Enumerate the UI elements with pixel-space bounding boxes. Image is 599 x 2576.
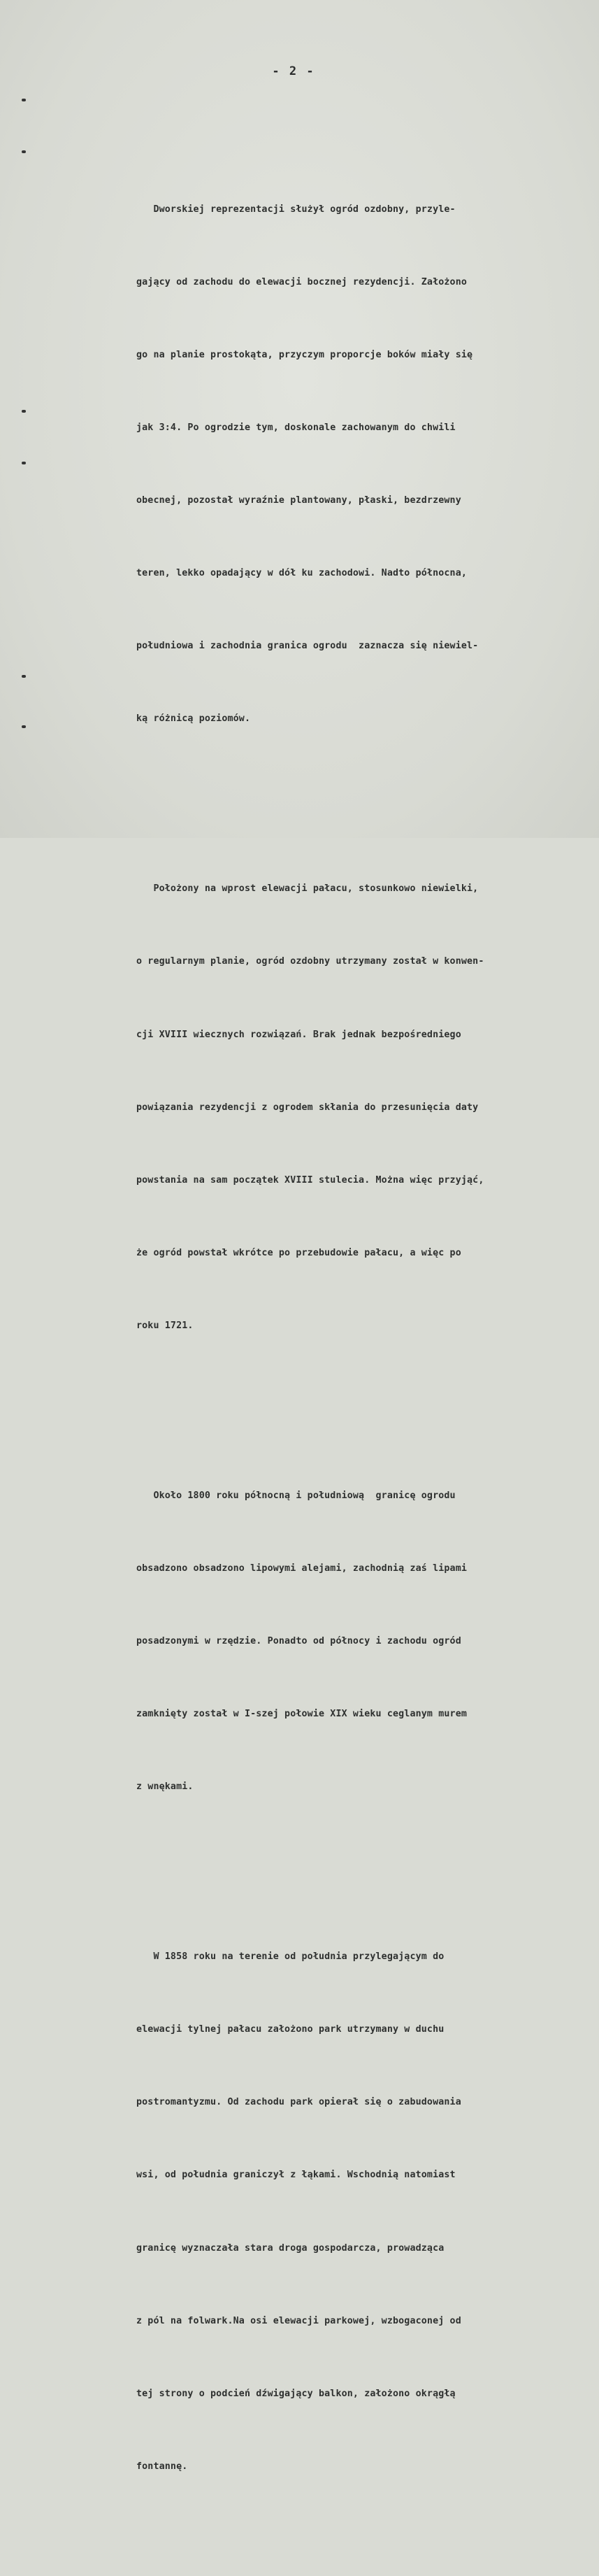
page-number: - 2 - [272, 64, 315, 78]
text-line: jak 3:4. Po ogrodzie tym, doskonale zachowanym do chwili [136, 422, 456, 434]
text-line: ką różnicą poziomów. [136, 713, 251, 725]
text-line: granicę wyznaczała stara droga gospodarcza, prowadząca [136, 2242, 445, 2254]
paragraph [136, 149, 591, 780]
paragraph [136, 829, 591, 1387]
text-line: obecnej, pozostał wyraźnie plantowany, płaski, bezdrzewny [136, 495, 461, 506]
text-line: z pól na folwark.Na osi elewacji parkowej, wzbogaconej od [136, 2315, 461, 2326]
text-line: cji XVIII wiecznych rozwiązań. Brak jednak bezpośredniego [136, 1029, 461, 1040]
text-line: Położony na wprost elewacji pałacu, stosunkowo niewielki, [136, 883, 479, 895]
text-line: o regularnym planie, ogród ozdobny utrzymany został w konwen- [136, 956, 484, 967]
margin-mark [22, 462, 26, 464]
text-line: go na planie prostokąta, przyczym proporcje boków miały się [136, 350, 473, 360]
text-line: Dworskiej reprezentacji służył ogród ozdobny, przyle- [136, 204, 456, 215]
text-line: teren, lekko opadający w dół ku zachodowi. Nadto północna, [136, 568, 468, 579]
text-line: powiązania rezydencji z ogrodem skłania do przesunięcia daty [136, 1102, 479, 1113]
text-line: postromantyzmu. Od zachodu park opierał się o zabudowania [136, 2097, 461, 2108]
text-line: gający od zachodu do elewacji bocznej rezydencji. Założono [136, 276, 468, 287]
text-line: W 1858 roku na terenie od południa przylegającym do [136, 1951, 445, 1963]
text-line: fontannę. [136, 2461, 188, 2472]
paragraph [136, 1897, 591, 2528]
text-line: obsadzono obsadzono lipowymi alejami, zachodnią zaś lipami [136, 1563, 468, 1574]
margin-mark [22, 410, 26, 413]
paragraph [136, 1435, 591, 1848]
text-line: południowa i zachodnia granica ogrodu zaznacza się niewiel- [136, 641, 479, 652]
margin-mark [22, 99, 26, 101]
body-text [136, 101, 591, 2576]
text-line: elewacji tylnej pałacu założono park utrzymany w duchu [136, 2024, 445, 2035]
text-line: wsi, od południa graniczył z łąkami. Wschodnią natomiast [136, 2170, 456, 2181]
text-line: powstania na sam początek XVIII stulecia. Można więc przyjąć, [136, 1174, 484, 1186]
text-line: z wnękami. [136, 1781, 194, 1793]
text-line: tej strony o podcień dźwigający balkon, założono okrągłą [136, 2388, 456, 2399]
text-line: zamknięty został w I-szej połowie XIX wieku ceglanym murem [136, 1709, 468, 1720]
text-line: posadzonymi w rzędzie. Ponadto od północy i zachodu ogród [136, 1636, 461, 1647]
text-line: że ogród powstał wkrótce po przebudowie pałacu, a więc po [136, 1247, 461, 1258]
text-line: roku 1721. [136, 1320, 194, 1331]
text-line: Około 1800 roku północną i południową granicę ogrodu [136, 1490, 456, 1501]
margin-mark [22, 150, 26, 153]
margin-mark [22, 725, 26, 728]
margin-mark [22, 675, 26, 678]
